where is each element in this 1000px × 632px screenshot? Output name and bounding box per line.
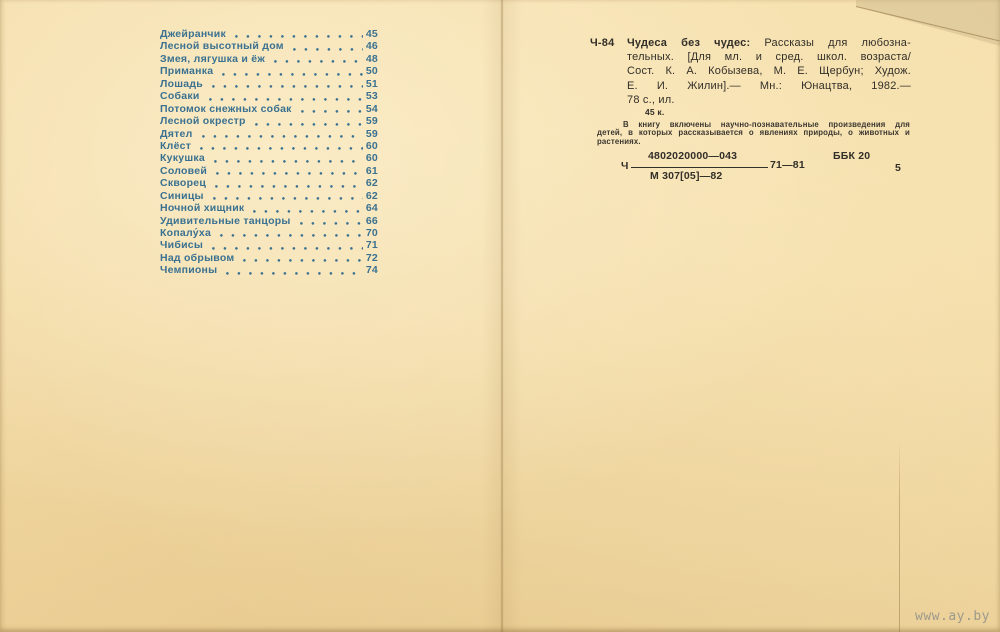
toc-entry-page: 48 [365,52,378,65]
toc-entry-title: Лесной окрестр [160,115,246,128]
annotation-line: растениях. [597,136,641,146]
dot-leader [215,185,363,188]
dot-leader [212,85,363,88]
toc-entry-page: 45 [365,28,378,40]
toc-row [160,103,378,115]
dot-leader [209,98,363,101]
catalog-numerator: 4802020000—043 [648,149,738,162]
toc-entry-page: 62 [365,189,378,202]
toc-entry-title: Дятел [160,127,193,140]
toc-entry-title: Джейранчик [160,28,226,40]
toc-entry-page: 62 [365,177,378,190]
toc-row [160,28,378,40]
toc-entry-page: 59 [365,127,378,140]
toc-row [160,140,378,152]
dot-leader [222,73,362,76]
toc-entry-page: 60 [365,152,378,165]
toc-row [160,90,378,102]
toc-entry-title: Клёст [160,139,192,152]
dot-leader [220,234,363,237]
bbk-index: ББК 20 [833,149,871,162]
biblio-line [627,36,911,50]
toc-entry-page: 71 [365,239,378,252]
toc-entry-page: 70 [365,227,378,239]
dot-leader [300,222,363,225]
dot-leader [243,259,362,262]
dot-leader [235,35,363,38]
fraction-rule [631,167,768,169]
toc-row [160,115,378,127]
toc-entry-page: 51 [365,77,378,90]
catalog-prefix: Ч [621,159,629,172]
toc-row [160,239,378,251]
dot-leader [253,210,362,213]
dot-leader [216,172,363,175]
toc-entry-title: Собаки [160,90,200,103]
toc-row [160,53,378,65]
toc-entry-title: Синицы [160,189,204,202]
toc-row [160,252,378,264]
toc-entry-page: 50 [365,65,378,78]
toc-entry-title: Приманка [160,65,214,78]
catalog-suffix: 71—81 [770,158,805,171]
toc-row [160,65,378,77]
toc-entry-page: 74 [365,264,378,277]
toc-entry-title: Копалу́ха [160,227,212,239]
toc-row [160,128,378,140]
toc-entry-title: Кукушка [160,152,205,165]
dot-leader [255,123,363,126]
toc-row [160,40,378,52]
toc-entry-title: Змея, лягушка и ёж [160,52,266,65]
toc-row [160,190,378,202]
toc-entry-page: 60 [365,139,378,152]
dot-leader [226,272,362,275]
toc-row [160,227,378,239]
toc-entry-page: 59 [365,115,378,128]
toc-entry-title: Потомок снежных собак [160,102,292,115]
toc-entry-title: Лошадь [160,77,203,90]
watermark-url: www.ay.by [915,609,990,624]
toc-entry-page: 46 [365,40,378,53]
dot-leader [200,147,363,150]
dot-leader [214,160,363,163]
catalog-code: Ч-84 [590,37,615,49]
toc-row [160,152,378,164]
annotation-line: В книгу включены научно-познавательные произведения для [623,120,910,130]
toc-row [160,78,378,90]
toc-entry-page: 61 [365,164,378,177]
toc-entry-page: 54 [365,102,378,115]
biblio-line-text: Рассказы для любозна- [764,37,911,49]
catalog-denominator: М 307[05]—82 [650,169,723,182]
biblio-line: Е. И. Жилин].— Мн.: Юнацтва, 1982.— [627,79,911,92]
toc-entry-title: Ночной хищник [160,202,245,215]
toc-entry-title: Чибисы [160,239,204,252]
toc-entry-page: 64 [365,202,378,215]
toc-entry-title: Над обрывом [160,251,235,264]
toc-entry-page: 66 [365,214,378,227]
toc-row [160,264,378,276]
page-right-edge [899,440,900,632]
book-title: Чудеса без чудес: [627,37,751,49]
table-of-contents [160,28,378,277]
biblio-line: 78 с., ил. [627,93,675,106]
toc-entry-title: Удивительные танцоры [160,214,291,227]
bibliographic-record [590,36,911,188]
dot-leader [274,60,363,63]
toc-row [160,177,378,189]
toc-entry-title: Чемпионы [160,264,218,277]
dot-leader [293,48,363,51]
toc-entry-title: Скворец [160,177,207,190]
dot-leader [213,197,363,200]
annotation-line: детей, в которых рассказывается о явлениях природы, о животных и [597,128,910,138]
dot-leader [202,135,363,138]
dot-leader [301,110,363,113]
toc-entry-page: 72 [365,251,378,264]
toc-entry-title: Соловей [160,164,208,177]
toc-row [160,215,378,227]
biblio-line: тельных. [Для мл. и сред. школ. возраста/ [627,51,911,64]
toc-row [160,202,378,214]
page-gutter [482,0,522,632]
bbk-sub-index: 5 [895,161,902,174]
toc-entry-title: Лесной высотный дом [160,40,284,53]
biblio-line: Сост. К. А. Кобызева, М. Е. Щербун; Худож. [627,65,911,78]
dot-leader [212,247,363,250]
toc-entry-page: 53 [365,90,378,103]
price-label: 45 к. [645,107,665,118]
toc-row [160,165,378,177]
annotation [597,121,910,146]
catalog-index-block [621,149,911,188]
